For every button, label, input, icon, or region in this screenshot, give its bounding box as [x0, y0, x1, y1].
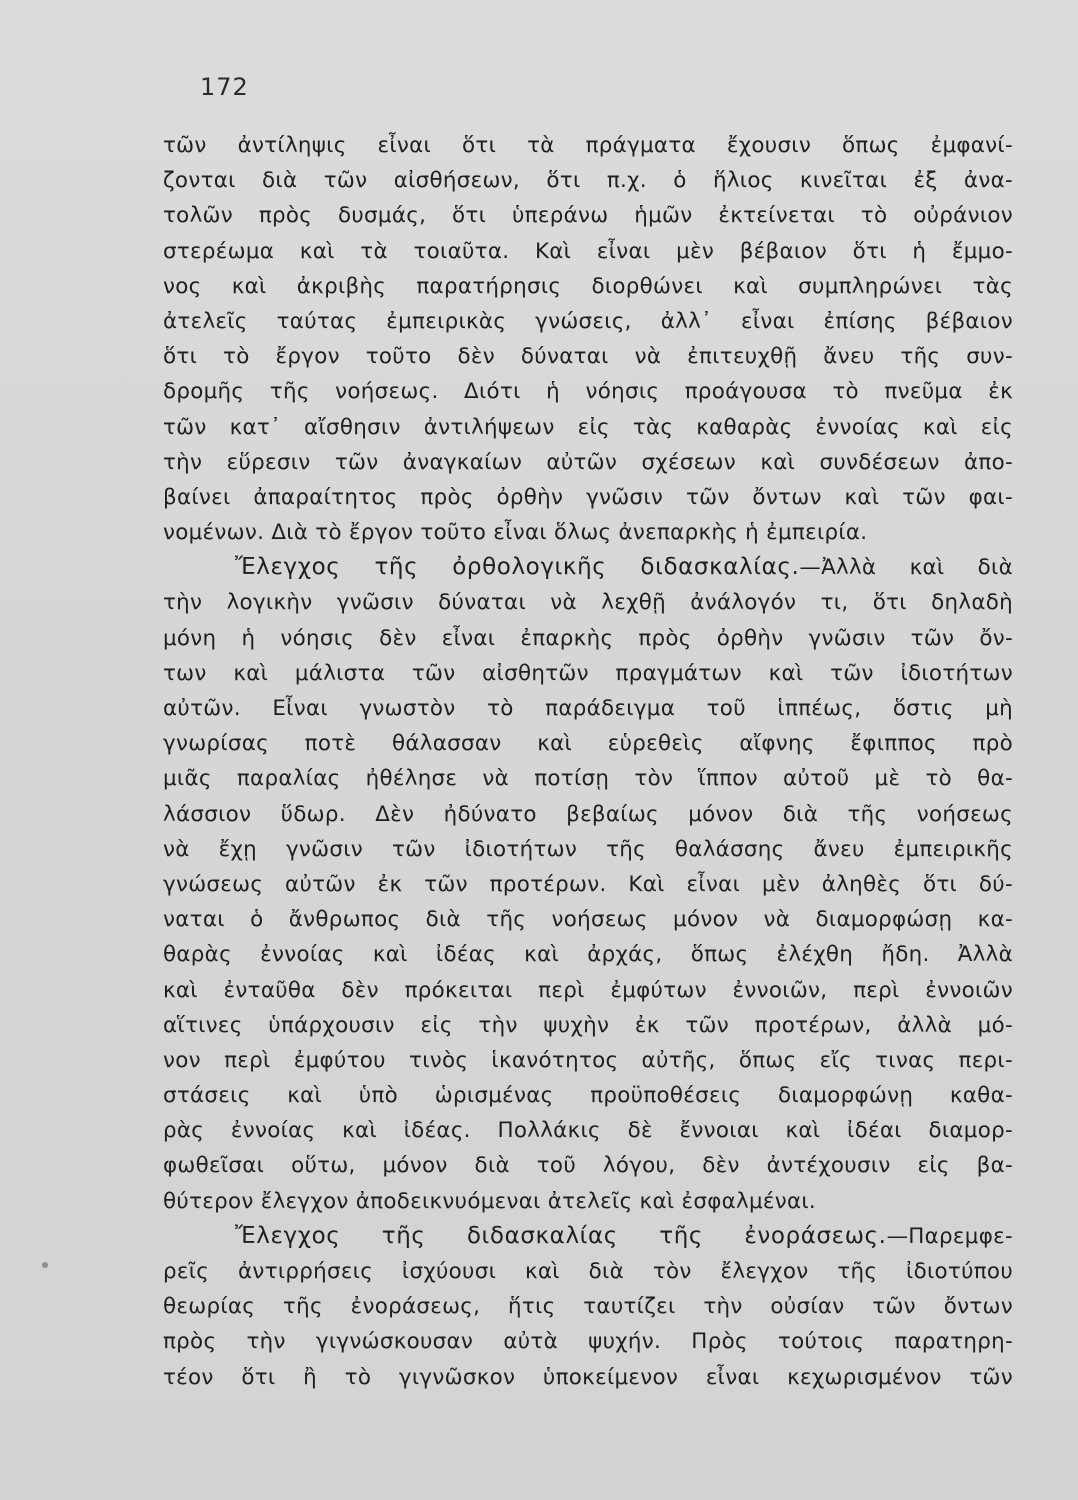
- text-line: ζονται διὰ τῶν αἰσθήσεων, ὅτι π.χ. ὁ ἥλιος κινεῖται ἐξ ἀνα-: [163, 168, 1013, 194]
- heading-line-rest: —Ἀλλὰ καὶ διὰ: [799, 555, 1013, 581]
- heading-line-rest: —Παρεμφε-: [886, 1223, 1013, 1249]
- text-line: βαίνει ἀπαραίτητος πρὸς ὀρθὴν γνῶσιν τῶν ὄντων καὶ τῶν φαι-: [163, 484, 1013, 510]
- text-line: ρεῖς ἀντιρρήσεις ἰσχύουσι καὶ διὰ τὸν ἔλεγχον τῆς ἰδιοτύπου: [163, 1259, 1013, 1284]
- text-line: μιᾶς παραλίας ἠθέλησε νὰ ποτίσῃ τὸν ἵππον αὐτοῦ μὲ τὸ θα-: [163, 766, 1013, 792]
- text-line: ὅτι τὸ ἔργον τοῦτο δὲν δύναται νὰ ἐπιτευχθῇ ἄνευ τῆς συν-: [163, 344, 1013, 370]
- text-line: νομένων. Διὰ τὸ ἔργον τοῦτο εἶναι ὅλως ἀνεπαρκὴς ἡ ἐμπειρία.: [163, 520, 868, 546]
- text-line: ἀτελεῖς ταύτας ἐμπειρικὰς γνώσεις, ἀλλ᾽ εἶναι ἐπίσης βέβαιον: [163, 308, 1013, 334]
- text-line: στάσεις καὶ ὑπὸ ὡρισμένας προϋποθέσεις διαμορφώνῃ καθα-: [163, 1083, 1013, 1109]
- text-line: θεωρίας τῆς ἐνοράσεως, ἥτις ταυτίζει τὴν οὐσίαν τῶν ὄντων: [163, 1294, 1013, 1320]
- text-line: πρὸς τὴν γιγνώσκουσαν αὐτὰ ψυχήν. Πρὸς τούτοις παρατηρη-: [163, 1329, 1013, 1355]
- text-line: δρομῆς τῆς νοήσεως. Διότι ἡ νόησις προάγουσα τὸ πνεῦμα ἐκ: [163, 379, 1013, 405]
- text-line: τὴν εὕρεσιν τῶν ἀναγκαίων αὐτῶν σχέσεων καὶ συνδέσεων ἀπο-: [163, 449, 1013, 475]
- paper-speck: [42, 1262, 48, 1268]
- text-line: ρὰς ἐννοίας καὶ ἰδέας. Πολλάκις δὲ ἔννοιαι καὶ ἰδέαι διαμορ-: [163, 1118, 1013, 1144]
- text-line: θαρὰς ἐννοίας καὶ ἰδέας καὶ ἀρχάς, ὅπως ἐλέχθη ἤδη. Ἀλλὰ: [163, 942, 1013, 968]
- text-line: νος καὶ ἀκριβὴς παρατήρησις διορθώνει καὶ συμπληρώνει τὰς: [163, 273, 1013, 299]
- text-line: στερέωμα καὶ τὰ τοιαῦτα. Καὶ εἶναι μὲν βέβαιον ὅτι ἡ ἔμμο-: [163, 238, 1013, 264]
- text-line: φωθεῖσαι οὕτω, μόνον διὰ τοῦ λόγου, δὲν ἀντέχουσιν εἰς βα-: [163, 1153, 1013, 1179]
- text-line: μόνη ἡ νόησις δὲν εἶναι ἐπαρκὴς πρὸς ὀρθὴν γνῶσιν τῶν ὄν-: [163, 625, 1013, 651]
- page-number: 172: [200, 73, 249, 101]
- text-line: γνώσεως αὐτῶν ἐκ τῶν προτέρων. Καὶ εἶναι μὲν ἀληθὲς ὅτι δύ-: [163, 871, 1013, 897]
- text-line: λάσσιον ὕδωρ. Δὲν ἠδύνατο βεβαίως μόνον διὰ τῆς νοήσεως: [163, 801, 1013, 827]
- text-line: τῶν ἀντίληψις εἶναι ὅτι τὰ πράγματα ἔχουσιν ὅπως ἐμφανί-: [163, 133, 1013, 158]
- text-line: των καὶ μάλιστα τῶν αἰσθητῶν πραγμάτων καὶ τῶν ἰδιοτήτων: [163, 660, 1013, 686]
- body-text: [163, 128, 1013, 1395]
- text-line: καὶ ἐνταῦθα δὲν πρόκειται περὶ ἐμφύτων ἐννοιῶν, περὶ ἐννοιῶν: [163, 977, 1013, 1003]
- text-line: αὐτῶν. Εἶναι γνωστὸν τὸ παράδειγμα τοῦ ἱππέως, ὅστις μὴ: [163, 696, 1013, 721]
- section-heading-line: [163, 550, 1013, 585]
- text-line: νὰ ἔχῃ γνῶσιν τῶν ἰδιοτήτων τῆς θαλάσσης ἄνευ ἐμπειρικῆς: [163, 836, 1013, 862]
- text-line: τέον ὅτι ἢ τὸ γιγνῶσκον ὑποκείμενον εἶναι κεχωρισμένον τῶν: [163, 1364, 1013, 1390]
- text-line: νον περὶ ἐμφύτου τινὸς ἱκανότητος αὐτῆς, ὅπως εἴς τινας περι-: [163, 1047, 1013, 1073]
- text-line: ναται ὁ ἄνθρωπος διὰ τῆς νοήσεως μόνον νὰ διαμορφώσῃ κα-: [163, 907, 1013, 933]
- section-heading: Ἔλεγχος τῆς διδασκαλίας τῆς ἐνοράσεως.: [235, 1222, 887, 1249]
- text-line: θύτερον ἔλεγχον ἀποδεικνυόμεναι ἀτελεῖς καὶ ἐσφαλμέναι.: [163, 1188, 817, 1214]
- text-line: τολῶν πρὸς δυσμάς, ὅτι ὑπεράνω ἡμῶν ἐκτείνεται τὸ οὐράνιον: [163, 203, 1013, 229]
- section-heading-line: [163, 1219, 1013, 1254]
- section-heading: Ἔλεγχος τῆς ὀρθολογικῆς διδασκαλίας.: [235, 554, 800, 581]
- text-line: αἵτινες ὑπάρχουσιν εἰς τὴν ψυχὴν ἐκ τῶν προτέρων, ἀλλὰ μό-: [163, 1012, 1013, 1038]
- text-line: γνωρίσας ποτὲ θάλασσαν καὶ εὑρεθεὶς αἴφνης ἔφιππος πρὸ: [163, 731, 1013, 757]
- text-line: τὴν λογικὴν γνῶσιν δύναται νὰ λεχθῇ ἀνάλογόν τι, ὅτι δηλαδὴ: [163, 590, 1013, 616]
- text-line: τῶν κατ᾽ αἴσθησιν ἀντιλήψεων εἰς τὰς καθαρὰς ἐννοίας καὶ εἰς: [163, 414, 1013, 440]
